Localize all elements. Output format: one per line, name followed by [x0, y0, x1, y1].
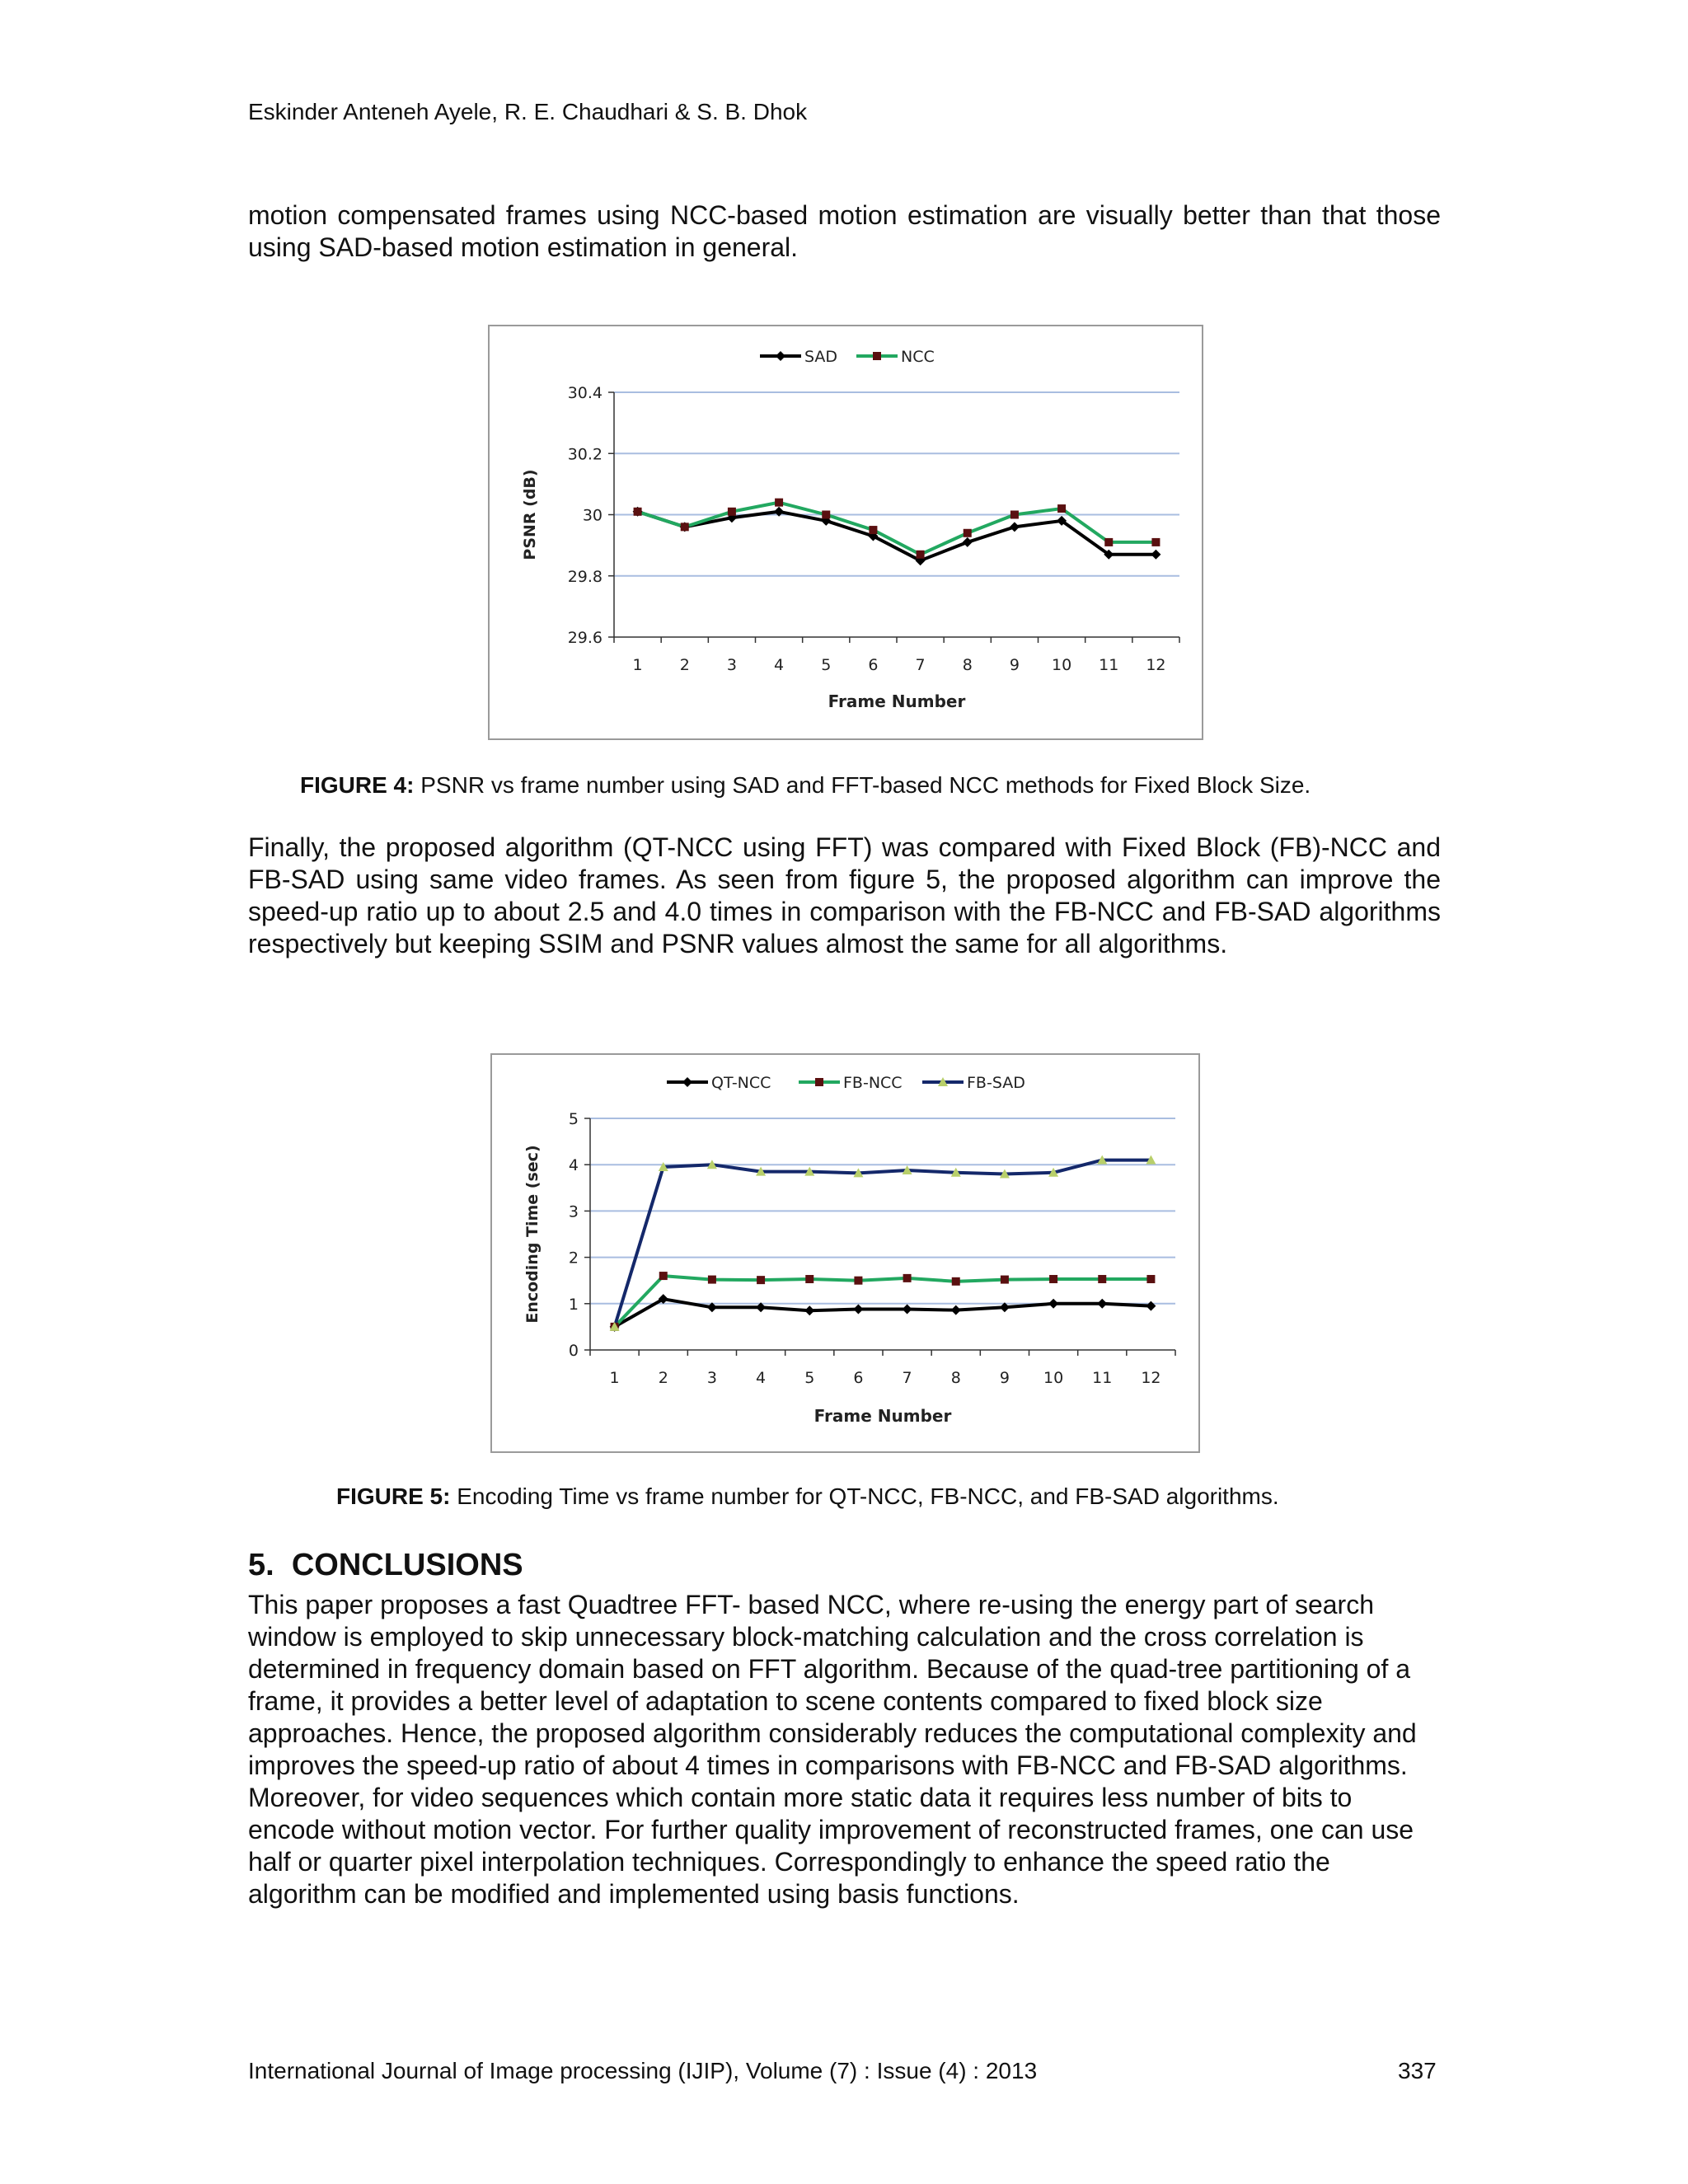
- data-point-qt-ncc: [903, 1305, 912, 1315]
- footer-journal: International Journal of Image processing (IJIP), Volume (7) : Issue (4) : 2013: [248, 2058, 1038, 2083]
- data-point-ncc: [1057, 504, 1066, 513]
- data-point-qt-ncc: [951, 1305, 961, 1315]
- y-tick-label: 30.2: [567, 445, 603, 464]
- y-tick-label: 3: [568, 1202, 579, 1221]
- x-tick-label: 8: [950, 1369, 961, 1387]
- series-line-fb-ncc: [615, 1276, 1151, 1327]
- y-axis-label: Encoding Time (sec): [523, 1145, 542, 1324]
- legend-marker-fb-ncc: [815, 1078, 823, 1086]
- y-tick-label: 30: [582, 506, 603, 525]
- data-point-fb-ncc: [1146, 1275, 1155, 1283]
- data-point-ncc: [1151, 538, 1160, 546]
- figure-5-chart: [490, 1053, 1200, 1453]
- data-point-ncc: [917, 551, 925, 559]
- x-tick-label: 6: [868, 656, 879, 674]
- legend-marker-ncc: [873, 352, 881, 360]
- section-heading-conclusions: [248, 1548, 523, 1583]
- y-tick-label: 2: [568, 1249, 579, 1268]
- x-tick-label: 11: [1099, 656, 1119, 674]
- x-tick-label: 1: [632, 656, 643, 674]
- figure-4-caption-text: PSNR vs frame number using SAD and FFT-based NCC methods for Fixed Block Size.: [414, 772, 1311, 798]
- x-tick-label: 4: [756, 1369, 767, 1387]
- encoding-time-line-chart: [492, 1055, 1198, 1451]
- data-point-ncc: [775, 499, 783, 507]
- data-point-ncc: [728, 508, 736, 516]
- data-point-qt-ncc: [1097, 1299, 1107, 1309]
- figure-5-caption: [336, 1483, 1279, 1510]
- x-tick-label: 10: [1051, 656, 1072, 674]
- y-tick-label: 0: [568, 1342, 579, 1360]
- legend-label-fb-sad: FB-SAD: [967, 1074, 1025, 1092]
- legend-label-sad: SAD: [804, 348, 838, 366]
- legend-label-ncc: NCC: [901, 348, 935, 366]
- x-tick-label: 8: [962, 656, 973, 674]
- data-point-ncc: [681, 523, 689, 531]
- legend-label-qt-ncc: QT-NCC: [711, 1074, 771, 1092]
- legend-marker-qt-ncc: [682, 1077, 692, 1087]
- data-point-ncc: [1010, 511, 1019, 519]
- y-tick-label: 29.8: [567, 567, 603, 586]
- figure-5-caption-text: Encoding Time vs frame number for QT-NCC, FB-NCC, and FB-SAD algorithms.: [450, 1483, 1279, 1509]
- x-tick-label: 5: [804, 1369, 815, 1387]
- x-tick-label: 3: [726, 656, 737, 674]
- x-tick-label: 11: [1092, 1369, 1113, 1387]
- x-axis-label: Frame Number: [814, 1406, 952, 1426]
- x-tick-label: 9: [1009, 656, 1020, 674]
- figure-4-caption: [300, 772, 1311, 799]
- data-point-ncc: [822, 511, 830, 519]
- data-point-ncc: [964, 529, 972, 537]
- y-tick-label: 30.4: [567, 384, 603, 402]
- x-tick-label: 10: [1043, 1369, 1064, 1387]
- data-point-sad: [963, 537, 973, 547]
- data-point-fb-ncc: [1098, 1275, 1106, 1283]
- data-point-sad: [1010, 522, 1020, 532]
- legend-label-fb-ncc: FB-NCC: [843, 1074, 903, 1092]
- data-point-sad: [1151, 550, 1160, 560]
- data-point-fb-ncc: [659, 1272, 668, 1280]
- section-number: 5.: [248, 1548, 274, 1582]
- page-number: 337: [1398, 2058, 1437, 2083]
- data-point-qt-ncc: [853, 1305, 863, 1315]
- data-point-fb-ncc: [1001, 1276, 1009, 1284]
- x-tick-label: 7: [915, 656, 926, 674]
- data-point-ncc: [869, 526, 877, 534]
- y-tick-label: 4: [568, 1156, 579, 1175]
- running-header: Eskinder Anteneh Ayele, R. E. Chaudhari & S. B. Dhok: [248, 99, 808, 124]
- x-tick-label: 2: [679, 656, 690, 674]
- x-tick-label: 12: [1141, 1369, 1161, 1387]
- legend-marker-sad: [776, 351, 785, 361]
- x-tick-label: 2: [658, 1369, 668, 1387]
- paragraph-conclusions: This paper proposes a fast Quadtree FFT- based NCC, where re-using the energy part of search window is employed to skip unnecessary block-matching calculation and the cross correlation is determined in frequency domain based on FFT algorithm. Because of the quad-tree partitioning of a frame, it provides a better level of adaptation to scene contents compared to fixed block size approaches. Hence, the proposed algorithm considerably reduces the computational complexity and improves the speed-up ratio of about 4 times in comparisons with FB-NCC and FB-SAD algorithms. Moreover, for video sequences which contain more static data it requires less number of bits to encode without motion vector. For further quality improvement of reconstructed frames, one can use half or quarter pixel interpolation techniques. Correspondingly to enhance the speed ratio the algorithm can be modified and implemented using basis functions.: [248, 1590, 1417, 1909]
- x-tick-label: 4: [774, 656, 785, 674]
- y-tick-label: 5: [568, 1110, 579, 1128]
- paragraph-comparison: Finally, the proposed algorithm (QT-NCC using FFT) was compared with Fixed Block (FB)-NCC and FB-SAD using same video frames. As seen from figure 5, the proposed algorithm can improve the speed-up ratio up to about 2.5 and 4.0 times in comparison with the FB-NCC and FB-SAD algorithms respectively but keeping SSIM and PSNR values almost the same for all algorithms.: [248, 832, 1441, 958]
- data-point-ncc: [634, 508, 642, 516]
- paragraph-intro: motion compensated frames using NCC-based motion estimation are visually better than that those using SAD-based motion estimation in general.: [248, 200, 1441, 262]
- y-tick-label: 1: [568, 1295, 579, 1314]
- x-tick-label: 7: [902, 1369, 912, 1387]
- x-tick-label: 12: [1146, 656, 1166, 674]
- x-axis-label: Frame Number: [828, 691, 966, 711]
- data-point-ncc: [1104, 538, 1113, 546]
- data-point-fb-ncc: [708, 1276, 716, 1284]
- series-line-fb-sad: [615, 1160, 1151, 1327]
- figure-5-label: FIGURE 5:: [336, 1483, 451, 1509]
- x-tick-label: 5: [821, 656, 832, 674]
- data-point-fb-ncc: [903, 1274, 912, 1282]
- psnr-line-chart: [490, 326, 1202, 738]
- section-title: CONCLUSIONS: [291, 1548, 523, 1582]
- figure-4-chart: [488, 325, 1203, 740]
- data-point-qt-ncc: [1048, 1299, 1058, 1309]
- y-tick-label: 29.6: [567, 629, 603, 647]
- x-tick-label: 3: [706, 1369, 717, 1387]
- figure-4-label: FIGURE 4:: [300, 772, 415, 798]
- data-point-fb-ncc: [757, 1276, 765, 1284]
- y-axis-label: PSNR (dB): [521, 469, 539, 560]
- x-tick-label: 1: [609, 1369, 620, 1387]
- x-tick-label: 9: [999, 1369, 1010, 1387]
- data-point-fb-ncc: [952, 1277, 960, 1286]
- data-point-qt-ncc: [1146, 1301, 1156, 1311]
- data-point-qt-ncc: [804, 1305, 814, 1315]
- x-tick-label: 6: [853, 1369, 864, 1387]
- data-point-fb-ncc: [1049, 1275, 1057, 1283]
- data-point-fb-ncc: [805, 1275, 814, 1283]
- data-point-fb-ncc: [854, 1277, 862, 1285]
